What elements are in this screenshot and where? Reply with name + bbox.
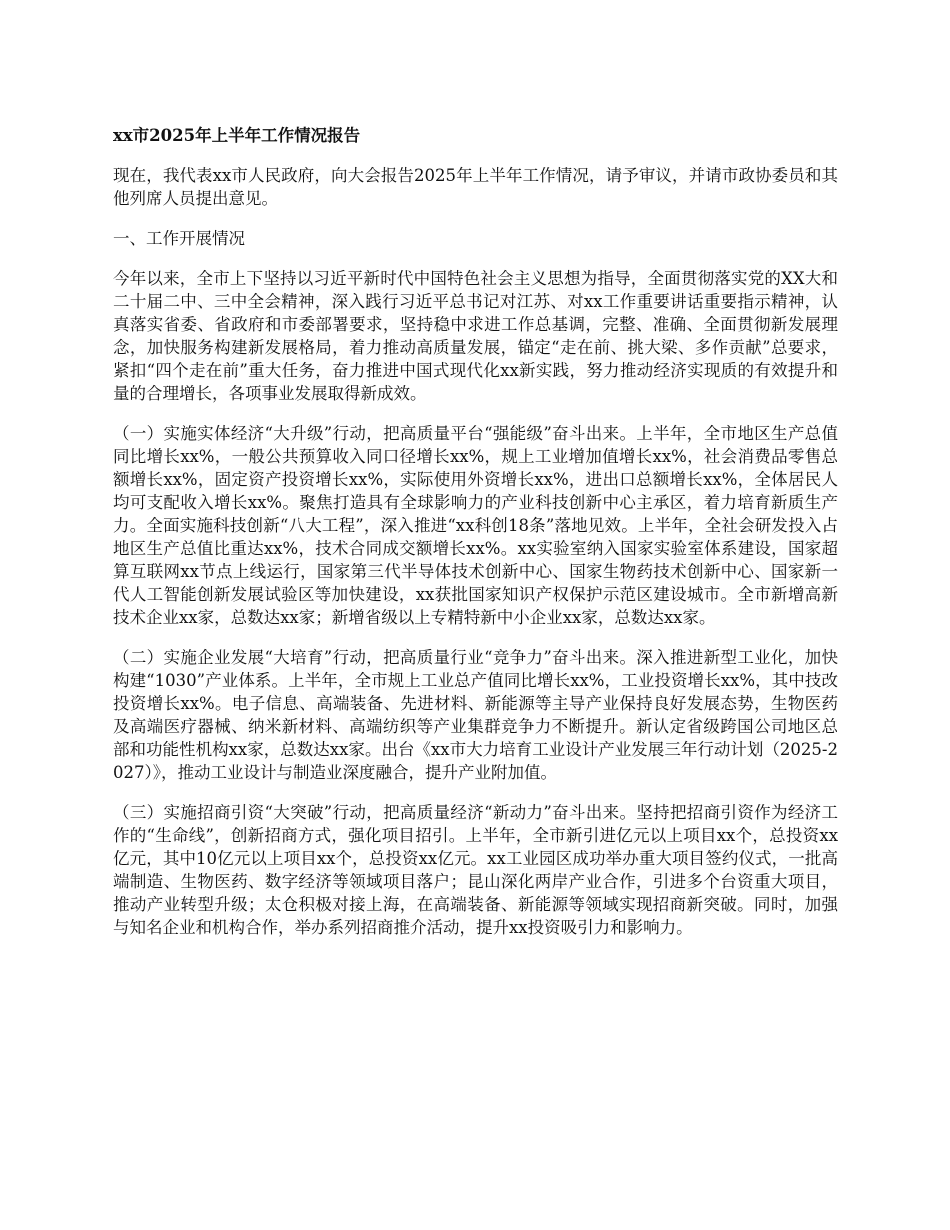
document-title: xx市2025年上半年工作情况报告 <box>113 126 361 145</box>
item-3-paragraph: （三）实施招商引资“大突破”行动，把高质量经济“新动力”奋斗出来。坚持把招商引资作为经济工作的“生命线”，创新招商方式，强化项目招引。上半年，全市新引进亿元以上项目xx个，总投资xx亿元，其中10亿元以上项目xx个，总投资xx亿元。xx工业园区成功举办重大项目签约仪式，一批高端制造、生物医药、数字经济等领域项目落户；昆山深化两岸产业合作，引进多个台资重大项目，推动产业转型升级；太仓积极对接上海，在高端装备、新能源等领域实现招商新突破。同时，加强与知名企业和机构合作，举办系列招商推介活动，提升xx投资吸引力和影响力。 <box>113 803 838 937</box>
intro-paragraph: 现在，我代表xx市人民政府，向大会报告2025年上半年工作情况，请予审议，并请市政协委员和其他列席人员提出意见。 <box>113 166 838 208</box>
overview-paragraph: 今年以来，全市上下坚持以习近平新时代中国特色社会主义思想为指导，全面贯彻落实党的XX大和二十届二中、三中全会精神，深入践行习近平总书记对江苏、对xx工作重要讲话重要指示精神，认真落实省委、省政府和市委部署要求，坚持稳中求进工作总基调，完整、准确、全面贯彻新发展理念，加快服务构建新发展格局，着力推动高质量发展，锚定“走在前、挑大梁、多作贡献”总要求，紧扣“四个走在前”重大任务，奋力推进中国式现代化xx新实践，努力推动经济实现质的有效提升和量的合理增长，各项事业发展取得新成效。 <box>113 269 838 403</box>
section-heading: 一、工作开展情况 <box>113 229 245 248</box>
document-page <box>113 124 838 956</box>
item-2-paragraph: （二）实施企业发展“大培育”行动，把高质量行业“竞争力”奋斗出来。深入推进新型工业化，加快构建“1030”产业体系。上半年，全市规上工业总产值同比增长xx%，工业投资增长xx%，其中技改投资增长xx%。电子信息、高端装备、先进材料、新能源等主导产业保持良好发展态势，生物医药及高端医疗器械、纳米新材料、高端纺织等产业集群竞争力不断提升。新认定省级跨国公司地区总部和功能性机构xx家，总数达xx家。出台《xx市大力培育工业设计产业发展三年行动计划（2025-2027）》，推动工业设计与制造业深度融合，提升产业附加值。 <box>113 648 838 782</box>
item-1-paragraph: （一）实施实体经济“大升级”行动，把高质量平台“强能级”奋斗出来。上半年，全市地区生产总值同比增长xx%，一般公共预算收入同口径增长xx%，规上工业增加值增长xx%，社会消费品零售总额增长xx%，固定资产投资增长xx%，实际使用外资增长xx%，进出口总额增长xx%，全体居民人均可支配收入增长xx%。聚焦打造具有全球影响力的产业科技创新中心主承区，着力培育新质生产力。全面实施科技创新“八大工程”，深入推进“xx科创18条”落地见效。上半年，全社会研发投入占地区生产总值比重达xx%，技术合同成交额增长xx%。xx实验室纳入国家实验室体系建设，国家超算互联网xx节点上线运行，国家第三代半导体技术创新中心、国家生物药技术创新中心、国家新一代人工智能创新发展试验区等加快建设，xx获批国家知识产权保护示范区建设城市。全市新增高新技术企业xx家，总数达xx家；新增省级以上专精特新中小企业xx家，总数达xx家。 <box>113 424 838 627</box>
